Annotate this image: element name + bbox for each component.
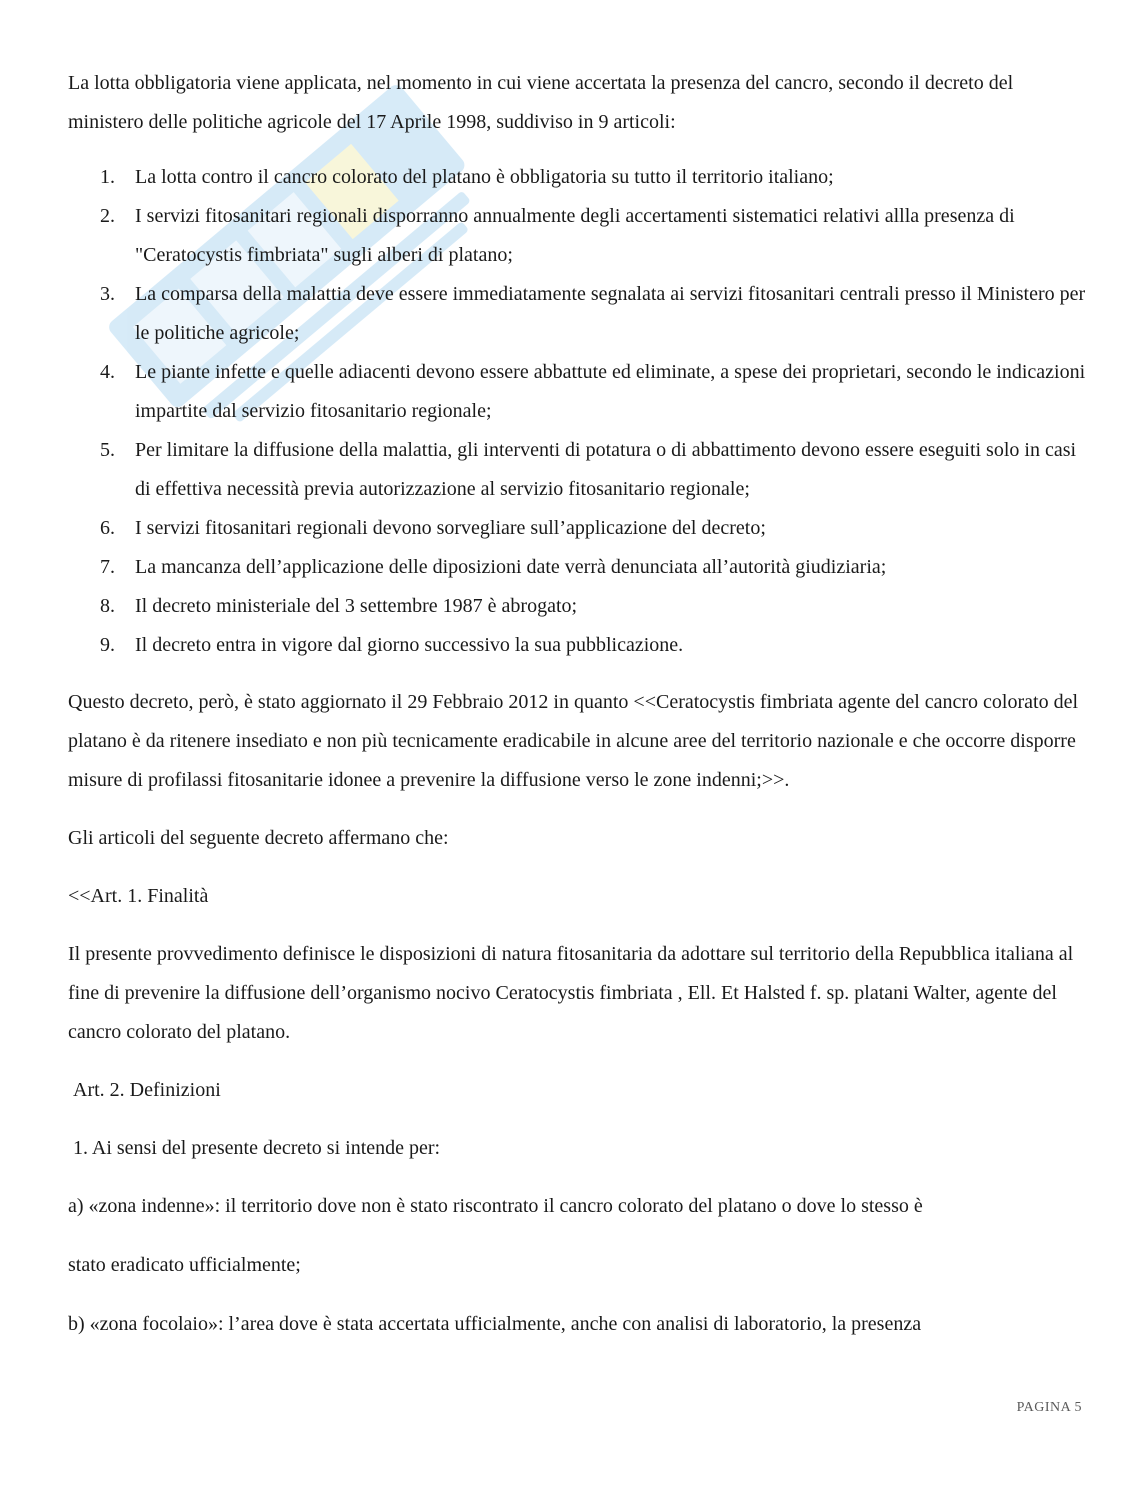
list-item: [68, 626, 1088, 665]
list-text: Il decreto entra in vigore dal giorno successivo la sua pubblicazione.: [135, 634, 684, 656]
list-number: 6.: [100, 517, 115, 539]
art1-heading: <<Art. 1. Finalità: [68, 885, 209, 907]
list-item: [68, 197, 1088, 275]
list-item: [68, 509, 1088, 548]
list-item: [68, 548, 1088, 587]
update-paragraph: Questo decreto, però, è stato aggiornato il 29 Febbraio 2012 in quanto <<Ceratocystis fimbriata agente del cancro colorato del platano è da ritenere insediato e non più tecnicamente eradicabile in alcune aree del territorio nazionale e che occorre disporre misure di profilassi fitosanitarie idonee a prevenire la diffusione verso le zone indenni;>>.: [68, 691, 1079, 791]
definition-a-line2: stato eradicato ufficialmente;: [68, 1254, 301, 1276]
list-text: La lotta contro il cancro colorato del platano è obbligatoria su tutto il territorio italiano;: [135, 166, 834, 188]
articles-list: [68, 158, 1088, 665]
page-number: PAGINA 5: [1016, 1400, 1082, 1415]
list-number: 4.: [100, 361, 115, 383]
list-item: [68, 275, 1088, 353]
list-text: I servizi fitosanitari regionali disporranno annualmente degli accertamenti sistematici relativi allla presenza di "Ceratocystis fimbriata" sugli alberi di platano;: [135, 205, 1015, 266]
document-body: [68, 64, 1088, 1344]
list-number: 3.: [100, 283, 115, 305]
list-text: Il decreto ministeriale del 3 settembre 1987 è abrogato;: [135, 595, 578, 617]
articles-intro: Gli articoli del seguente decreto affermano che:: [68, 827, 449, 849]
list-text: La comparsa della malattia deve essere immediatamente segnalata ai servizi fitosanitari centrali presso il Ministero per le politiche agricole;: [135, 283, 1086, 344]
intro-paragraph: La lotta obbligatoria viene applicata, nel momento in cui viene accertata la presenza del cancro, secondo il decreto del ministero delle politiche agricole del 17 Aprile 1998, suddiviso in 9 articoli:: [68, 72, 1014, 133]
list-item: [68, 353, 1088, 431]
list-text: Le piante infette e quelle adiacenti devono essere abbattute ed eliminate, a spese dei proprietari, secondo le indicazioni impartite dal servizio fitosanitario regionale;: [135, 361, 1086, 422]
list-number: 9.: [100, 634, 115, 656]
list-text: La mancanza dell’applicazione delle diposizioni date verrà denunciata all’autorità giudiziaria;: [135, 556, 887, 578]
list-text: I servizi fitosanitari regionali devono sorvegliare sull’applicazione del decreto;: [135, 517, 766, 539]
list-number: 2.: [100, 205, 115, 227]
list-text: Per limitare la diffusione della malattia, gli interventi di potatura o di abbattimento devono essere eseguiti solo in casi di effettiva necessità previa autorizzazione al servizio fitosanitario regionale;: [135, 439, 1077, 500]
list-number: 1.: [100, 166, 115, 188]
list-number: 5.: [100, 439, 115, 461]
art2-heading: Art. 2. Definizioni: [73, 1079, 221, 1101]
definition-a-line1: a) «zona indenne»: il territorio dove non è stato riscontrato il cancro colorato del platano o dove lo stesso è: [68, 1195, 923, 1217]
list-item: [68, 158, 1088, 197]
list-item: [68, 587, 1088, 626]
list-number: 7.: [100, 556, 115, 578]
list-number: 8.: [100, 595, 115, 617]
art1-text: Il presente provvedimento definisce le disposizioni di natura fitosanitaria da adottare sul territorio della Repubblica italiana al fine di prevenire la diffusione dell’organismo nocivo Ceratocystis fimbriata , Ell. Et Halsted f. sp. platani Walter, agente del cancro colorato del platano.: [68, 943, 1074, 1043]
list-item: [68, 431, 1088, 509]
definition-b: b) «zona focolaio»: l’area dove è stata accertata ufficialmente, anche con analisi di laboratorio, la presenza: [68, 1313, 922, 1335]
art2-item1: 1. Ai sensi del presente decreto si intende per:: [73, 1137, 441, 1159]
